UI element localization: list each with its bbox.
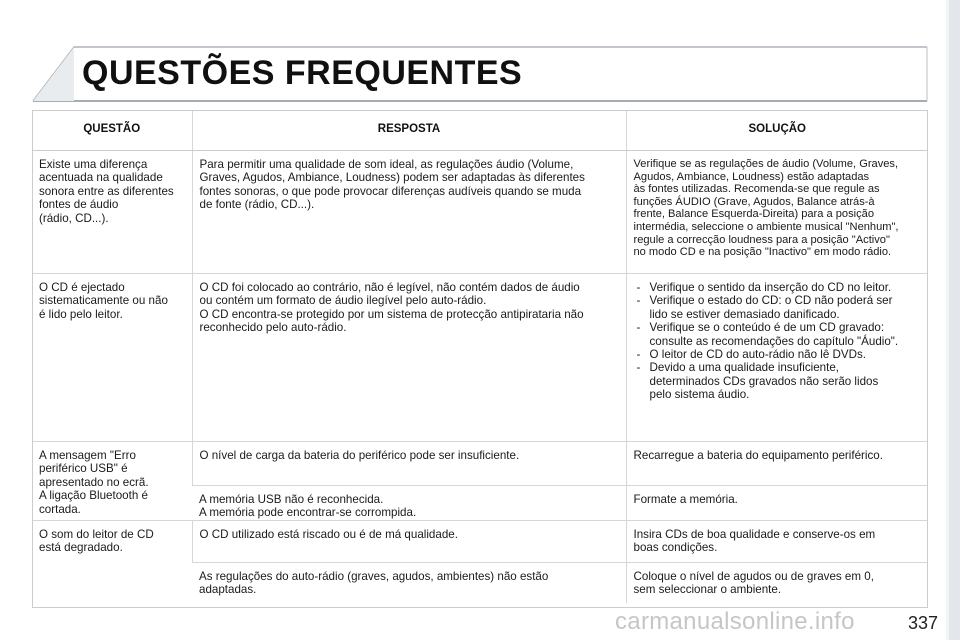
question-cell: A mensagem "Erro periférico USB" é apresentado no ecrã. A ligação Bluetooth é cortada. [32,442,192,521]
answer-cell: O CD utilizado está riscado ou é de má qualidade. [192,521,626,563]
header-solution: SOLUÇÃO [626,110,928,151]
table-header-row [32,110,928,151]
solution-cell [626,274,928,442]
question-cell: Existe uma diferença acentuada na qualidade sonora entre as diferentes fontes de áudio (rádio, CD...). [32,151,192,274]
list-item: - Verifique o sentido da inserção do CD no leitor. [634,281,922,294]
right-margin-line [946,0,949,640]
answer-cell: O nível de carga da bateria do periférico pode ser insuficiente. [192,442,626,486]
answer-cell: A memória USB não é reconhecida. A memória pode encontrar-se corrompida. [192,486,626,521]
solution-list [634,281,922,402]
solution-cell: Insira CDs de boa qualidade e conserve-os em boas condições. [626,521,928,563]
answer-cell: Para permitir uma qualidade de som ideal, as regulações áudio (Volume, Graves, Agudos, Ambiance, Loudness) podem ser adaptadas às diferentes fontes sonoras, o que pode provocar diferenças audíveis quando se muda de fonte (rádio, CD...). [192,151,626,274]
watermark: carmanualsonline.info [615,608,855,635]
page-title: QUESTÕES FREQUENTES [82,54,523,92]
solution-cell: Recarregue a bateria do equipamento periférico. [626,442,928,486]
table-row [32,521,928,563]
solution-cell: Verifique se as regulações de áudio (Volume, Graves, Agudos, Ambiance, Loudness) estão adaptadas às fontes utilizadas. Recomenda-se que regule as funções ÁUDIO (Grave, Agudos, Balance atrás-à frente, Balance Esquerda-Direita) para a posição intermédia, seleccione o ambiente musical "Nenhum", regule a correcção loudness para a posição "Activo" no modo CD e na posição "Inactivo" em modo rádio. [626,151,928,274]
header-question: QUESTÃO [32,110,192,151]
faq-table-container [32,110,928,603]
page-number: 337 [907,613,938,633]
question-cell: O CD é ejectado sistematicamente ou não é lido pelo leitor. [32,274,192,442]
right-margin-bar [946,0,960,640]
list-item: - Verifique o estado do CD: o CD não poderá ser lido se estiver demasiado danificado. [634,294,922,321]
faq-table [32,110,928,603]
answer-cell: As regulações do auto-rádio (graves, agudos, ambientes) não estão adaptadas. [199,570,549,597]
list-item: - O leitor de CD do auto-rádio não lê DVDs. [634,348,922,361]
table-row [32,151,928,274]
table-row [32,274,928,442]
solution-cell: Coloque o nível de agudos ou de graves em 0, sem seleccionar o ambiente. [626,563,928,603]
list-item: - Devido a uma qualidade insuficiente, determinados CDs gravados não serão lidos pelo sistema áudio. [634,361,922,401]
list-item: - Verifique se o conteúdo é de um CD gravado: consulte as recomendações do capítulo "Áudio". [634,321,922,348]
question-cell: O som do leitor de CD está degradado. [39,528,154,555]
solution-cell: Formate a memória. [626,486,928,521]
table-row [32,442,928,486]
answer-cell: O CD foi colocado ao contrário, não é legível, não contém dados de áudio ou contém um formato de áudio ilegível pelo auto-rádio. O CD encontra-se protegido por um sistema de protecção antipirataria não reconhecido pelo auto-rádio. [192,274,626,442]
header-answer: RESPOSTA [192,110,626,151]
